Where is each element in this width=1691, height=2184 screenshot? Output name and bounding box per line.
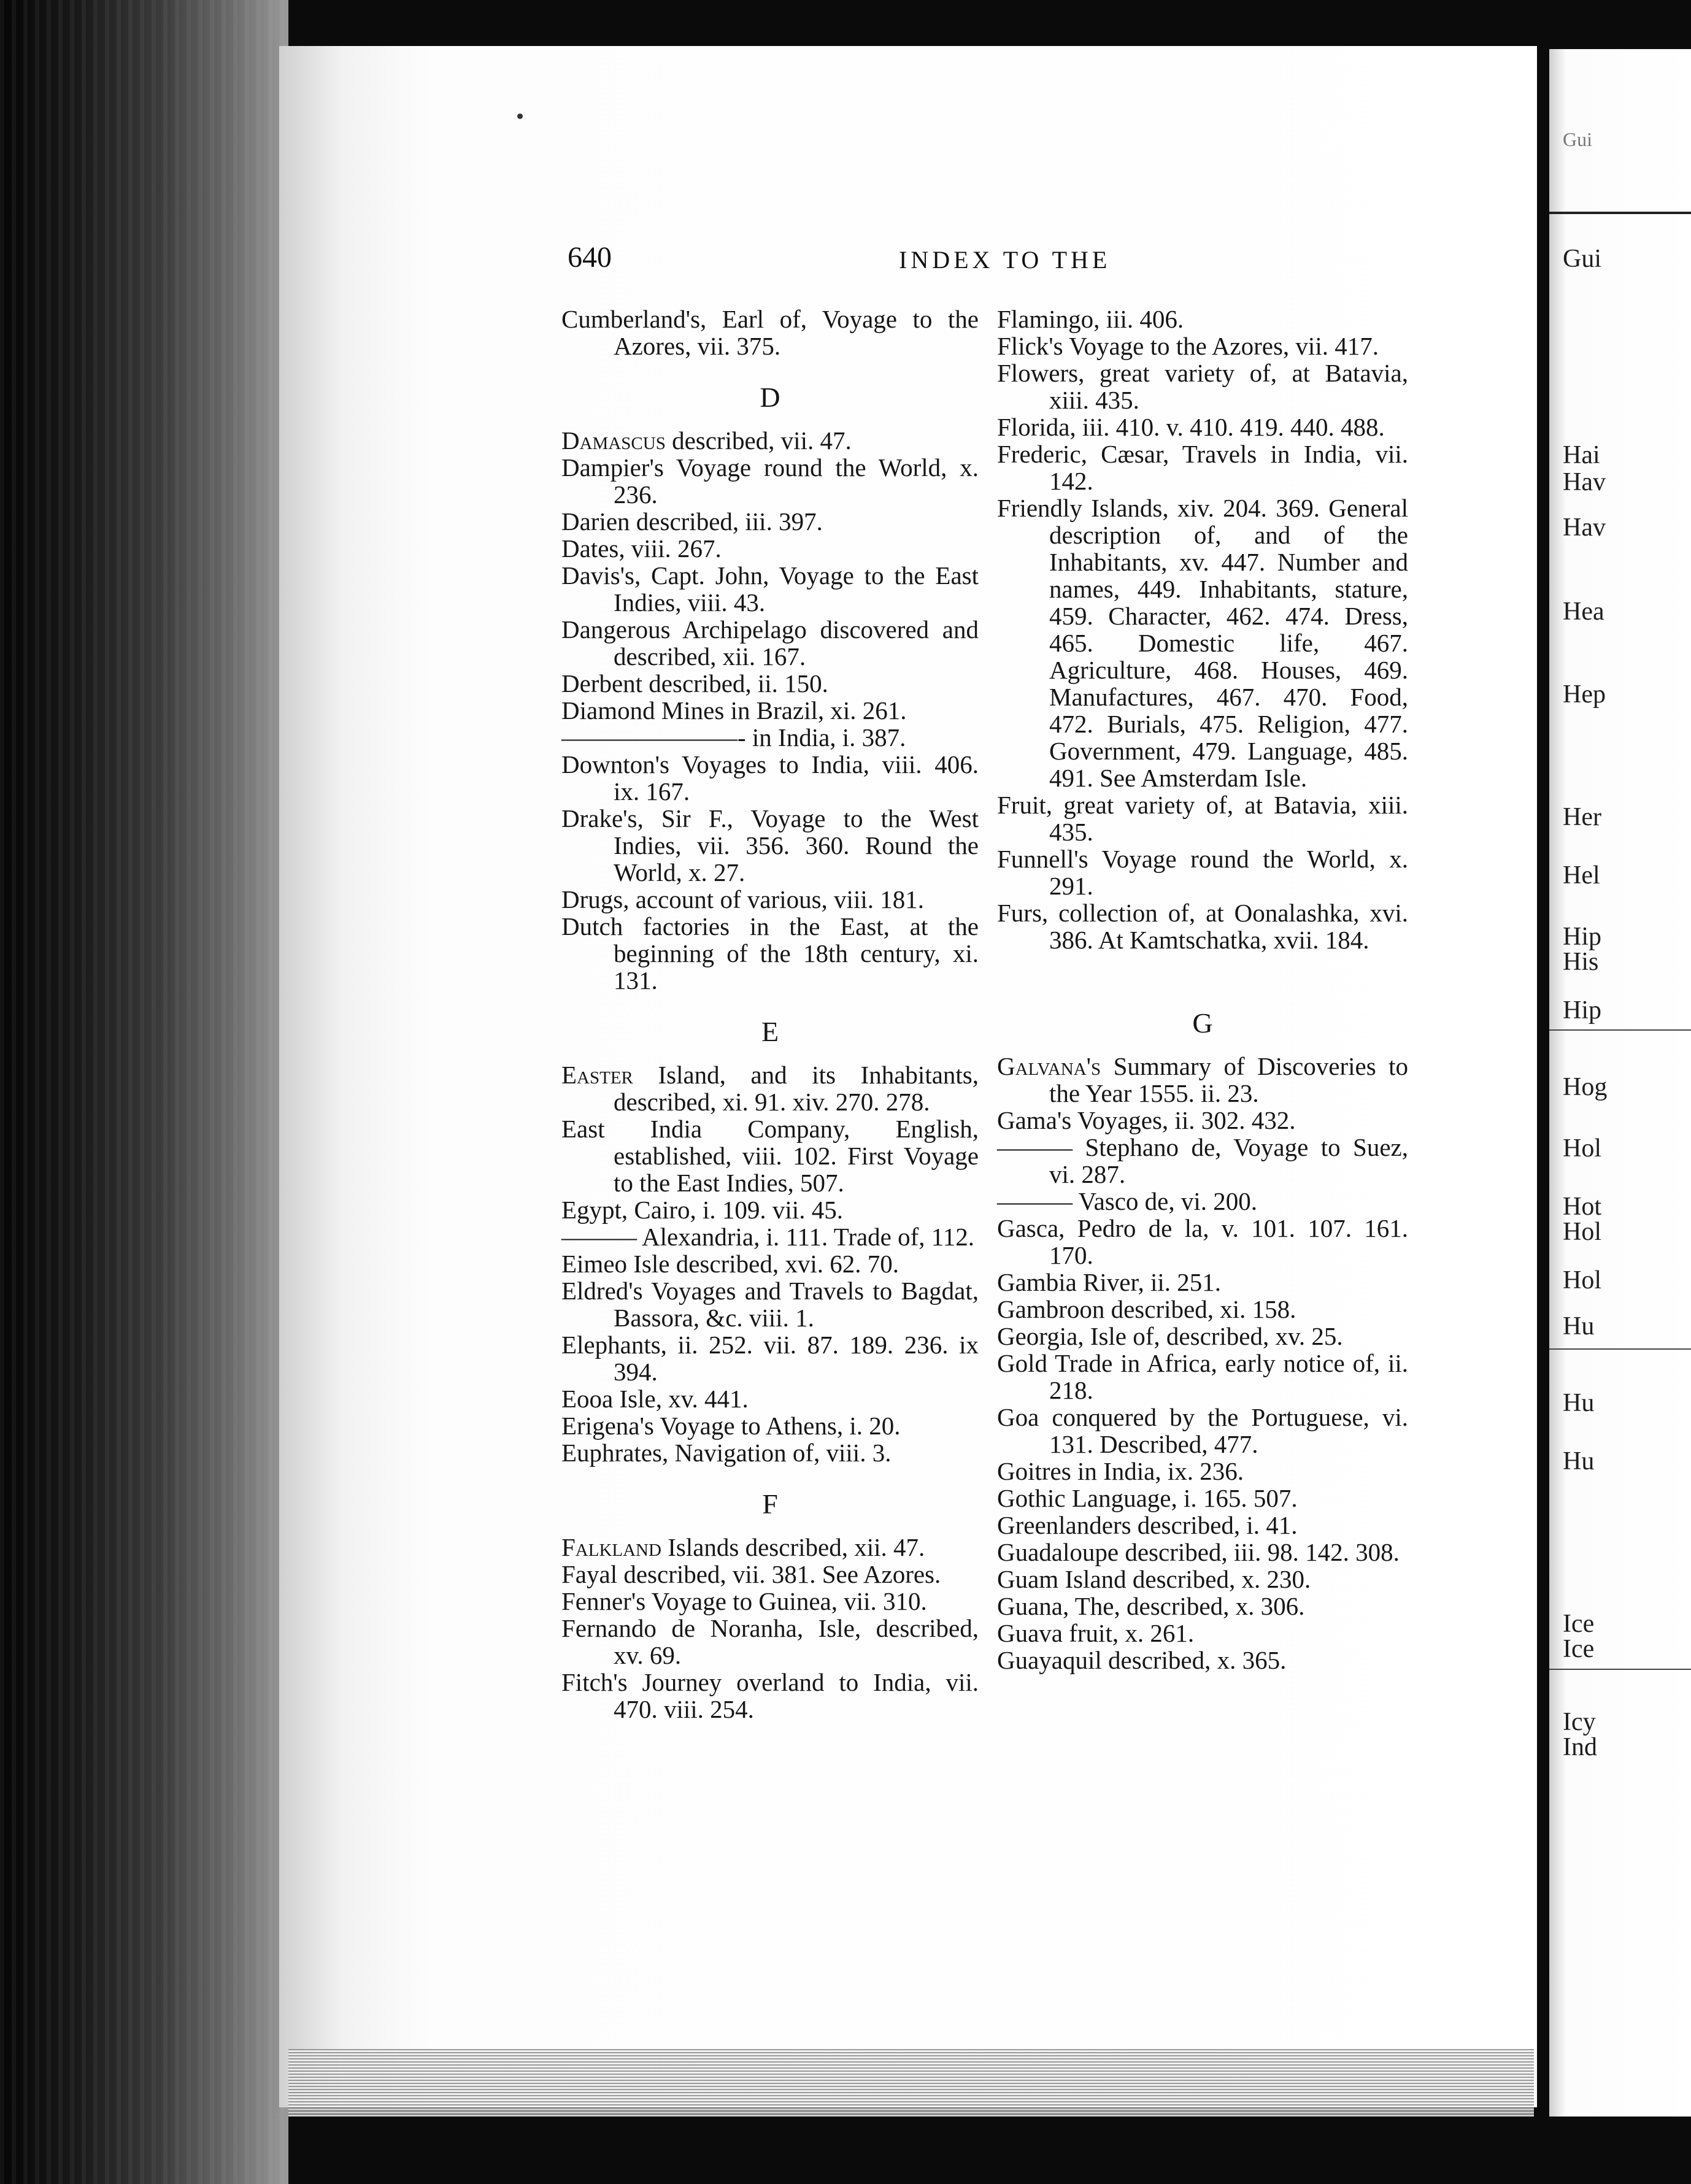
index-entry bbox=[997, 845, 1408, 899]
index-entry bbox=[561, 1439, 979, 1466]
index-entry bbox=[561, 508, 979, 535]
running-head: INDEX TO THE bbox=[899, 246, 1111, 274]
ink-speck bbox=[517, 113, 523, 119]
entry-lead-word: Damascus bbox=[561, 426, 666, 455]
index-entry bbox=[561, 562, 979, 616]
index-entry bbox=[997, 1350, 1408, 1404]
facing-page-fragment: Hu bbox=[1563, 1389, 1595, 1417]
entry-text: Gasca, Pedro de la, v. 101. 107. 161. 170. bbox=[997, 1214, 1408, 1269]
index-entry bbox=[997, 1323, 1408, 1350]
entry-text: ——— Alexandria, i. 111. Trade of, 112. bbox=[561, 1223, 975, 1251]
index-entry bbox=[561, 1331, 979, 1385]
index-entry bbox=[561, 805, 979, 886]
facing-page-fragment: Ind bbox=[1563, 1733, 1597, 1761]
entry-text: Gold Trade in Africa, early notice of, ii. 218. bbox=[997, 1349, 1408, 1404]
entry-text: Eimeo Isle described, xvi. 62. 70. bbox=[561, 1250, 899, 1278]
column-gap bbox=[997, 953, 1408, 985]
index-entry bbox=[561, 1588, 979, 1615]
index-entry bbox=[997, 1404, 1408, 1458]
index-entry bbox=[997, 440, 1408, 494]
entry-text: Goa conquered by the Portuguese, vi. 131. Described, 477. bbox=[997, 1403, 1408, 1458]
entry-text: Gambia River, ii. 251. bbox=[997, 1268, 1222, 1296]
index-entry bbox=[561, 670, 979, 697]
facing-page-fragment: Hog bbox=[1563, 1073, 1608, 1101]
index-entry bbox=[997, 1107, 1408, 1134]
facing-page-fragment: Her bbox=[1563, 803, 1601, 831]
section-letter: F bbox=[762, 1488, 778, 1520]
entry-text: Fruit, great variety of, at Batavia, xiii. 435. bbox=[997, 791, 1408, 846]
entry-text: Dates, viii. 267. bbox=[561, 534, 722, 563]
entry-text: Goitres in India, ix. 236. bbox=[997, 1457, 1244, 1485]
index-entry bbox=[561, 1561, 979, 1588]
index-entry bbox=[997, 1647, 1408, 1674]
index-entry bbox=[561, 454, 979, 508]
page-edges bbox=[288, 2049, 1534, 2117]
index-entry bbox=[561, 724, 979, 751]
entry-text: Drugs, account of various, viii. 181. bbox=[561, 885, 924, 913]
entry-text: Fayal described, vii. 381. See Azores. bbox=[561, 1560, 941, 1588]
book-spine bbox=[0, 0, 288, 2184]
entry-text: Dutch factories in the East, at the beginning of the 18th century, xi. 131. bbox=[561, 912, 979, 994]
index-entry bbox=[997, 413, 1408, 440]
entry-text: Flamingo, iii. 406. bbox=[997, 305, 1184, 333]
index-entry bbox=[997, 494, 1408, 791]
entry-text: Egypt, Cairo, i. 109. vii. 45. bbox=[561, 1196, 843, 1224]
entry-text: Davis's, Capt. John, Voyage to the East Indies, viii. 43. bbox=[561, 561, 979, 617]
index-entry bbox=[561, 1669, 979, 1723]
entry-text: Georgia, Isle of, described, xv. 25. bbox=[997, 1322, 1343, 1350]
entry-text: Elephants, ii. 252. vii. 87. 189. 236. ix 394. bbox=[561, 1331, 979, 1386]
index-entry bbox=[997, 360, 1408, 413]
facing-page-fragment: Hu bbox=[1563, 1312, 1595, 1340]
entry-text: Eooa Isle, xv. 441. bbox=[561, 1385, 749, 1413]
entry-lead-word: Falkland bbox=[561, 1533, 661, 1561]
entry-text: Derbent described, ii. 150. bbox=[561, 669, 828, 698]
entry-text: Summary of Discoveries to the Year 1555. ii. 23. bbox=[1049, 1052, 1408, 1107]
entry-text: Greenlanders described, i. 41. bbox=[997, 1511, 1298, 1539]
index-entry bbox=[561, 913, 979, 994]
entry-text: Islands described, xii. 47. bbox=[661, 1533, 925, 1561]
entry-text: Diamond Mines in Brazil, xi. 261. bbox=[561, 696, 907, 725]
entry-text: Cumberland's, Earl of, Voyage to the Azores, vii. 375. bbox=[561, 305, 979, 360]
facing-page-rule bbox=[1549, 1669, 1691, 1670]
index-entry bbox=[997, 1269, 1408, 1296]
entry-text: Fitch's Journey overland to India, vii. 470. viii. 254. bbox=[561, 1668, 979, 1723]
index-entry bbox=[561, 1196, 979, 1223]
facing-page-head-fragment: Gui bbox=[1563, 128, 1592, 150]
entry-text: Gama's Voyages, ii. 302. 432. bbox=[997, 1106, 1296, 1134]
facing-page-rule bbox=[1549, 212, 1691, 214]
index-entry bbox=[997, 1566, 1408, 1593]
index-entry bbox=[561, 1534, 979, 1561]
index-entry bbox=[561, 306, 979, 360]
entry-text: Fenner's Voyage to Guinea, vii. 310. bbox=[561, 1587, 927, 1615]
entry-text: East India Company, English, established, viii. 102. First Voyage to the East Indies, 507. bbox=[561, 1115, 979, 1197]
index-entry bbox=[561, 1115, 979, 1196]
entry-text: Flowers, great variety of, at Batavia, xiii. 435. bbox=[997, 359, 1408, 414]
index-entry bbox=[561, 427, 979, 454]
index-entry bbox=[561, 751, 979, 805]
facing-page-fragment: Hav bbox=[1563, 513, 1606, 542]
entry-text: Guava fruit, x. 261. bbox=[997, 1619, 1195, 1647]
entry-text: Downton's Voyages to India, viii. 406. ix. 167. bbox=[561, 750, 979, 806]
entry-text: Eldred's Voyages and Travels to Bagdat, Bassora, &c. viii. 1. bbox=[561, 1277, 979, 1332]
facing-page-fragment: Hip bbox=[1563, 923, 1601, 951]
index-entry bbox=[997, 1539, 1408, 1566]
entry-text: Guana, The, described, x. 306. bbox=[997, 1592, 1305, 1620]
index-entry bbox=[561, 886, 979, 913]
index-entry bbox=[561, 1061, 979, 1115]
index-entry bbox=[561, 1277, 979, 1331]
facing-page-fragment: His bbox=[1563, 948, 1599, 976]
entry-text: Gambroon described, xi. 158. bbox=[997, 1295, 1296, 1323]
entry-text: ———————- in India, i. 387. bbox=[561, 723, 906, 752]
index-entry bbox=[561, 1223, 979, 1250]
facing-page-fragment: Hep bbox=[1563, 680, 1606, 709]
entry-lead-word: Easter bbox=[561, 1061, 633, 1089]
entry-text: Guam Island described, x. 230. bbox=[997, 1565, 1311, 1593]
index-entry bbox=[561, 616, 979, 670]
entry-text: Drake's, Sir F., Voyage to the West Indies, vii. 356. 360. Round the World, x. 27. bbox=[561, 804, 979, 886]
entry-text: Fernando de Noranha, Isle, described, xv. 69. bbox=[561, 1614, 979, 1669]
index-entry bbox=[997, 333, 1408, 360]
entry-text: Guayaquil described, x. 365. bbox=[997, 1646, 1287, 1674]
index-entry bbox=[561, 1615, 979, 1669]
index-entry bbox=[997, 1512, 1408, 1539]
facing-page-fragment: Hol bbox=[1563, 1218, 1601, 1246]
entry-text: Euphrates, Navigation of, viii. 3. bbox=[561, 1439, 892, 1467]
index-entry bbox=[997, 791, 1408, 845]
facing-page-fragment: Hai bbox=[1563, 441, 1600, 469]
facing-page-fragment: Hip bbox=[1563, 996, 1601, 1025]
entry-text: ——— Stephano de, Voyage to Suez, vi. 287. bbox=[997, 1133, 1408, 1188]
facing-page-fragment: Hol bbox=[1563, 1266, 1601, 1294]
section-letter: E bbox=[761, 1016, 779, 1047]
index-entry bbox=[561, 535, 979, 562]
facing-page-fragment: Hot bbox=[1563, 1193, 1601, 1221]
entry-text: Funnell's Voyage round the World, x. 291. bbox=[997, 845, 1408, 900]
facing-page-fragment: Hol bbox=[1563, 1134, 1601, 1163]
index-column-left bbox=[561, 306, 979, 1723]
entry-text: Gothic Language, i. 165. 507. bbox=[997, 1484, 1298, 1512]
index-entry bbox=[997, 1188, 1408, 1215]
index-entry bbox=[561, 1250, 979, 1277]
entry-text: Erigena's Voyage to Athens, i. 20. bbox=[561, 1412, 901, 1440]
section-letter: D bbox=[760, 382, 780, 413]
entry-text: Frederic, Cæsar, Travels in India, vii. 142. bbox=[997, 440, 1408, 495]
entry-text: Guadaloupe described, iii. 98. 142. 308. bbox=[997, 1538, 1400, 1566]
index-entry bbox=[997, 1215, 1408, 1269]
entry-text: Darien described, iii. 397. bbox=[561, 507, 823, 536]
entry-text: Dampier's Voyage round the World, x. 236. bbox=[561, 453, 979, 509]
index-entry bbox=[997, 306, 1408, 333]
index-column-right bbox=[997, 306, 1408, 1674]
entry-lead-word: Galvana's bbox=[997, 1052, 1101, 1080]
entry-text: Dangerous Archipelago discovered and described, xii. 167. bbox=[561, 615, 979, 671]
entry-text: Furs, collection of, at Oonalashka, xvi. 386. At Kamtschatka, xvii. 184. bbox=[997, 899, 1408, 954]
index-entry bbox=[997, 1296, 1408, 1323]
entry-text: Florida, iii. 410. v. 410. 419. 440. 488. bbox=[997, 413, 1385, 441]
index-entry bbox=[997, 1620, 1408, 1647]
index-entry bbox=[997, 1134, 1408, 1188]
entry-text: Friendly Islands, xiv. 204. 369. General description of, and of the Inhabitants, xv. 447. Number and names, 449. Inhabitants, stature, 459. Character, 462. 474. Dress, 465. Domestic life, 467. Agriculture, 468. Houses, 469. Manufactures, 467. 470. Food, 472. Burials, 475. Religion, 477. Government, 479. Language, 485. 491. See Amsterdam Isle. bbox=[997, 494, 1408, 792]
facing-page-fragment: Ice bbox=[1563, 1610, 1595, 1638]
index-entry bbox=[561, 1412, 979, 1439]
page-number: 640 bbox=[568, 241, 612, 274]
section-letter: G bbox=[1192, 1007, 1213, 1039]
facing-page bbox=[1549, 49, 1691, 2117]
facing-page-fragment: Hu bbox=[1563, 1447, 1595, 1475]
index-entry bbox=[561, 1385, 979, 1412]
entry-text: described, vii. 47. bbox=[665, 426, 852, 455]
entry-text: Island, and its Inhabitants, described, xi. 91. xiv. 270. 278. bbox=[614, 1061, 979, 1116]
index-entry bbox=[997, 1053, 1408, 1107]
facing-page-fragment: Hav bbox=[1563, 468, 1606, 496]
entry-text: ——— Vasco de, vi. 200. bbox=[997, 1187, 1258, 1215]
facing-page-fragment: Hea bbox=[1563, 598, 1604, 626]
index-entry bbox=[561, 697, 979, 724]
index-entry bbox=[997, 899, 1408, 953]
index-entry bbox=[997, 1458, 1408, 1485]
entry-text: Flick's Voyage to the Azores, vii. 417. bbox=[997, 332, 1379, 360]
facing-page-fragment: Gui bbox=[1563, 245, 1601, 273]
facing-page-rule bbox=[1549, 1029, 1691, 1031]
facing-page-fragment: Icy bbox=[1563, 1708, 1596, 1736]
facing-page-fragment: Hel bbox=[1563, 861, 1600, 890]
facing-page-fragment: Ice bbox=[1563, 1635, 1595, 1663]
facing-page-rule bbox=[1549, 1348, 1691, 1350]
index-entry bbox=[997, 1485, 1408, 1512]
index-entry bbox=[997, 1593, 1408, 1620]
